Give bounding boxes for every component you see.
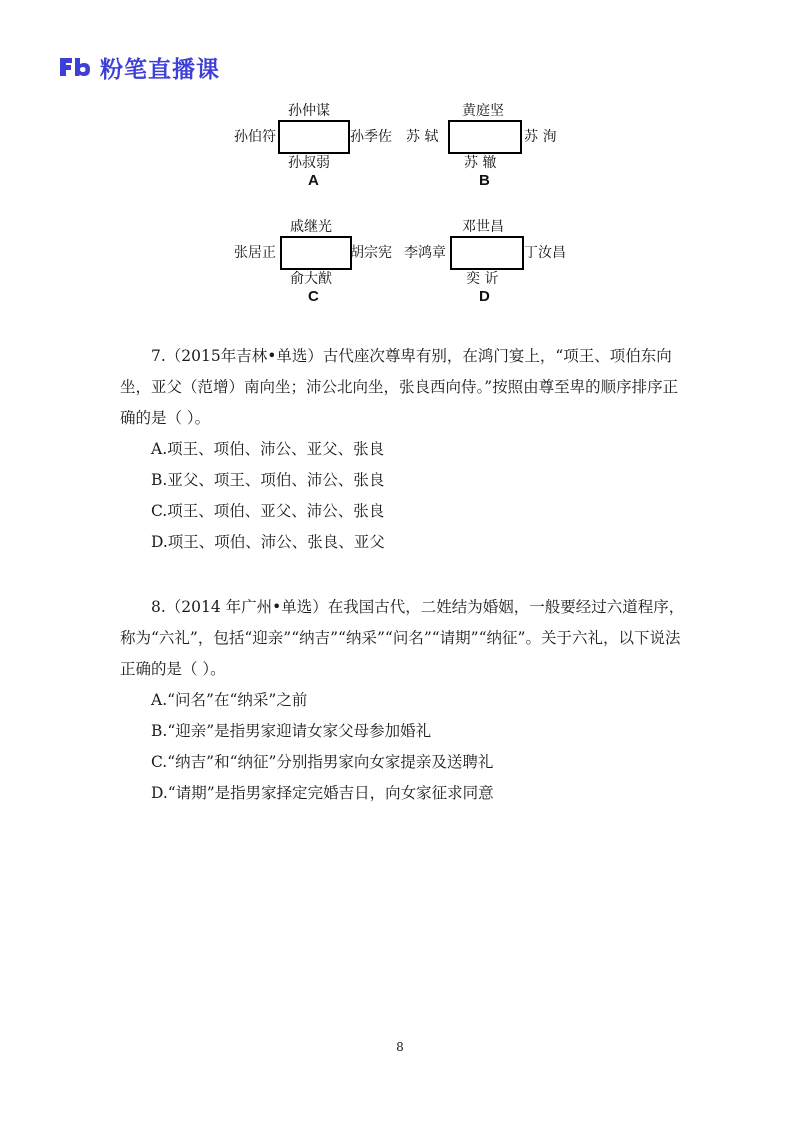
diagram-top-label: 邓世昌	[462, 219, 504, 235]
question-stem: 8.（2014 年广州•单选）在我国古代，二姓结为婚姻，一般要经过六道程序，称为“六礼”，包括“迎亲”“纳吉”“纳采”“问名”“请期”“纳征”。关于六礼，以下说法正确的是（ ）。	[120, 598, 685, 678]
option-c: C.“纳吉”和“纳征”分别指男家向女家提亲及送聘礼	[151, 753, 494, 771]
question-8	[120, 592, 690, 809]
diagram-bottom-label: 苏 辙	[464, 155, 497, 171]
option-b: B.“迎亲”是指男家迎请女家父母参加婚礼	[151, 722, 432, 740]
table-box	[278, 120, 350, 154]
diagram-option-letter: B	[479, 172, 490, 189]
diagram-right-label: 苏 洵	[524, 129, 557, 145]
logo-text: 粉笔直播课	[100, 56, 220, 83]
diagram-bottom-label: 俞大猷	[290, 271, 332, 287]
seating-diagram-c	[230, 216, 400, 311]
option-d: D.“请期”是指男家择定完婚吉日，向女家征求同意	[151, 784, 494, 802]
seating-diagram-d	[404, 216, 574, 311]
option-a: A.项王、项伯、沛公、亚父、张良	[151, 440, 385, 458]
option-b: B.亚父、项王、项伯、沛公、张良	[151, 471, 385, 489]
diagram-bottom-label: 孙叔弱	[288, 155, 330, 171]
diagram-left-label: 李鸿章	[404, 245, 446, 261]
diagram-left-label: 张居正	[234, 245, 276, 261]
diagram-option-letter: A	[308, 172, 319, 189]
brand-logo	[58, 52, 220, 82]
diagram-left-label: 苏 轼	[406, 129, 439, 145]
option-c: C.项王、项伯、亚父、沛公、张良	[151, 502, 385, 520]
question-7	[120, 341, 690, 558]
option-a: A.“问名”在“纳采”之前	[151, 691, 308, 709]
seating-diagram-b	[404, 100, 574, 195]
diagram-top-label: 黄庭坚	[462, 103, 504, 119]
table-box	[280, 236, 352, 270]
diagram-left-label: 孙伯符	[234, 129, 276, 145]
diagram-option-letter: D	[479, 288, 490, 305]
table-box	[450, 236, 524, 270]
diagram-option-letter: C	[308, 288, 319, 305]
diagram-right-label: 胡宗宪	[350, 245, 392, 261]
table-box	[448, 120, 522, 154]
seating-diagram-a	[230, 100, 390, 195]
diagram-top-label: 孙仲谋	[288, 103, 330, 119]
diagram-right-label: 丁汝昌	[524, 245, 566, 261]
diagram-bottom-label: 奕 䜣	[466, 271, 499, 287]
page-number: 8	[396, 1040, 404, 1054]
diagram-right-label: 孙季佐	[350, 129, 392, 145]
fb-logo-icon	[58, 55, 92, 79]
option-d: D.项王、项伯、沛公、张良、亚父	[151, 533, 385, 551]
question-stem: 7.（2015年吉林•单选）古代座次尊卑有别，在鸿门宴上，“项王、项伯东向坐，亚父（范增）南向坐；沛公北向坐，张良西向侍。”按照由尊至卑的顺序排序正确的是（ ）。	[120, 347, 679, 427]
diagram-top-label: 戚继光	[290, 219, 332, 235]
